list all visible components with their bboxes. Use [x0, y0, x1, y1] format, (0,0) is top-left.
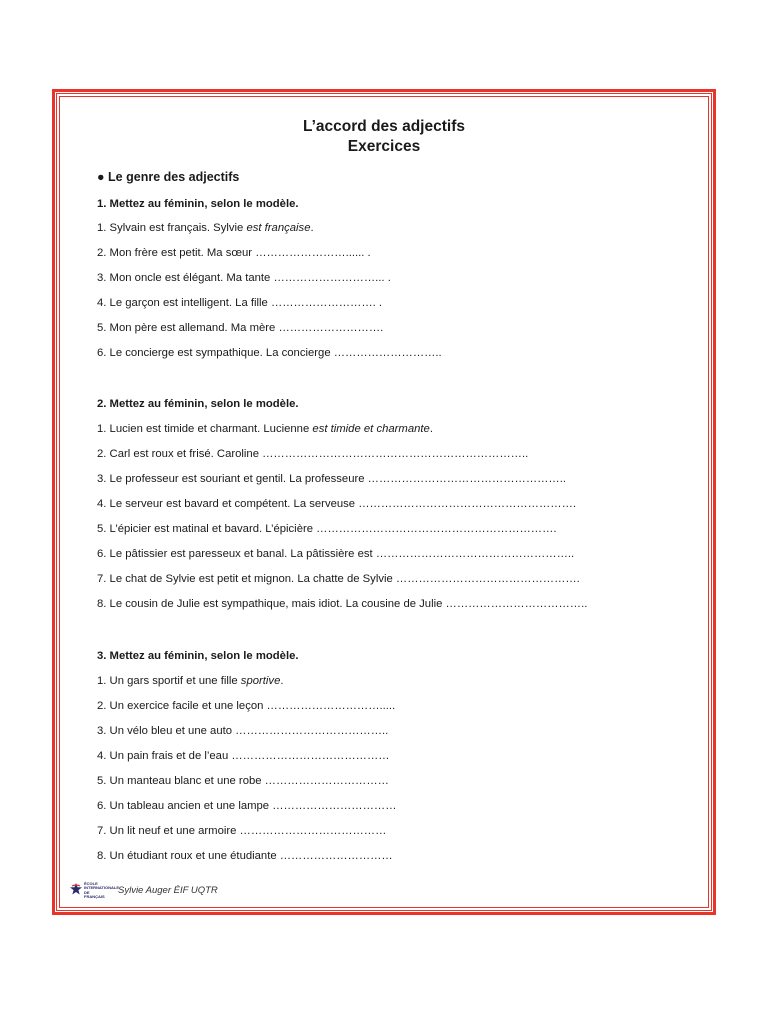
section-heading: [97, 170, 239, 184]
exercise-item: 3. Un vélo bleu et une auto …………………………………..: [97, 725, 389, 737]
exercise-item: 2. Mon frère est petit. Ma sœur ……………………...... .: [97, 247, 371, 259]
exercise-item: 5. Un manteau blanc et une robe ……………………………: [97, 775, 389, 787]
exercise-item: 8. Le cousin de Julie est sympathique, mais idiot. La cousine de Julie ………………………………..: [97, 598, 588, 610]
exercise-item: 5. L’épicier est matinal et bavard. L’épicière ……………………………………………………….: [97, 523, 557, 535]
exercise-item: 5. Mon père est allemand. Ma mère ……………………….: [97, 322, 384, 334]
exercise-item: 6. Le concierge est sympathique. La concierge ………………………..: [97, 347, 442, 359]
exercise-item: 4. Le garçon est intelligent. La fille ………………………. .: [97, 297, 383, 309]
example-line: 1. Un gars sportif et une fille sportive.: [97, 675, 284, 687]
exercise-item: 7. Un lit neuf et une armoire …………………………………: [97, 825, 387, 837]
exercise-item: 3. Le professeur est souriant et gentil. La professeure ……………………………………………..: [97, 473, 566, 485]
exercise-heading: 3. Mettez au féminin, selon le modèle.: [97, 650, 299, 662]
author-signature: Sylvie Auger ÉIF UQTR: [118, 884, 218, 896]
logo-text: ÉCOLE INTERNATIONALE DE FRANÇAIS: [84, 881, 120, 899]
example-line: 1. Lucien est timide et charmant. Lucienne est timide et charmante.: [97, 423, 433, 435]
bullet-icon: ●: [97, 170, 105, 184]
star-logo-icon: [70, 883, 82, 895]
exercise-item: 7. Le chat de Sylvie est petit et mignon. La chatte de Sylvie ………………………………………….: [97, 573, 580, 585]
section-heading-text: Le genre des adjectifs: [108, 170, 240, 184]
document-title: L’accord des adjectifs: [303, 118, 465, 135]
footer: [70, 880, 218, 900]
exercise-item: 4. Un pain frais et de l’eau ……………………………………: [97, 750, 390, 762]
example-line: 1. Sylvain est français. Sylvie est française.: [97, 222, 314, 234]
exercise-item: 8. Un étudiant roux et une étudiante …………………………: [97, 850, 393, 862]
exercise-item: 3. Mon oncle est élégant. Ma tante ………………………... .: [97, 272, 391, 284]
exercise-item: 2. Un exercice facile et une leçon ………………………….....: [97, 700, 396, 712]
document-subtitle: Exercices: [347, 138, 421, 155]
exercise-heading: 2. Mettez au féminin, selon le modèle.: [97, 398, 299, 410]
school-logo: [70, 881, 120, 899]
exercise-item: 4. Le serveur est bavard et compétent. La serveuse ………………………………………………….: [97, 498, 577, 510]
exercise-item: 2. Carl est roux et frisé. Caroline ……………………………………………………………..: [97, 448, 529, 460]
exercise-item: 6. Un tableau ancien et une lampe ……………………………: [97, 800, 397, 812]
exercise-heading: 1. Mettez au féminin, selon le modèle.: [97, 198, 299, 210]
exercise-item: 6. Le pâtissier est paresseux et banal. La pâtissière est ……………………………………………..: [97, 548, 575, 560]
